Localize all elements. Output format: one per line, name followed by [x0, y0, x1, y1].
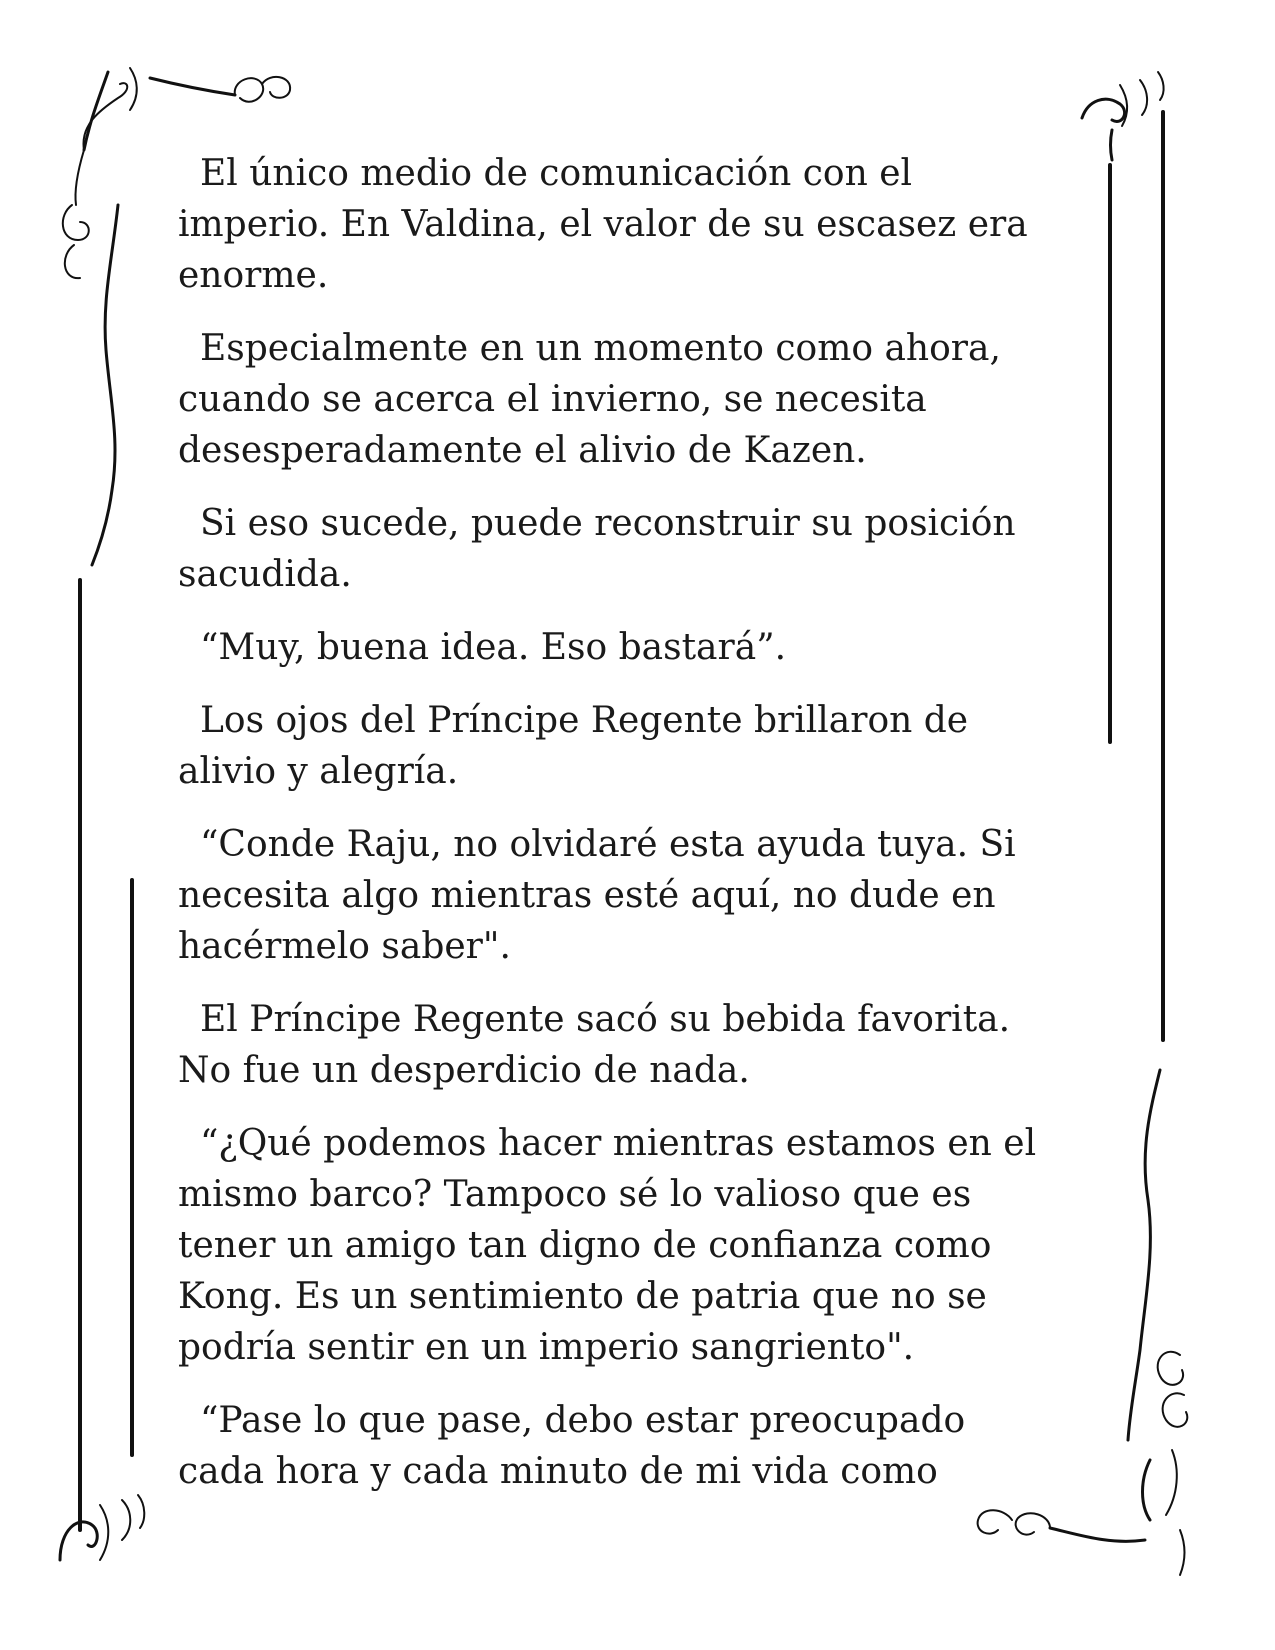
page-body [178, 148, 1078, 1519]
paragraph-6: “Conde Raju, no olvidaré esta ayuda tuya. Si necesita algo mientras esté aquí, no dude en hacérmelo saber". [178, 824, 1016, 967]
paragraph-7: El Príncipe Regente sacó su bebida favorita. No fue un desperdicio de nada. [178, 999, 1011, 1091]
paragraph-5: Los ojos del Príncipe Regente brillaron de alivio y alegría. [178, 700, 969, 792]
bottom-left-flourish [60, 1495, 144, 1560]
paragraph-4: “Muy, buena idea. Eso bastará”. [200, 627, 787, 668]
paragraph-1: El único medio de comunicación con el imperio. En Valdina, el valor de su escasez era enorme. [178, 153, 1028, 296]
paragraph-9: “Pase lo que pase, debo estar preocupado cada hora y cada minuto de mi vida como [178, 1400, 966, 1492]
paragraph-2: Especialmente en un momento como ahora, cuando se acerca el invierno, se necesita desesperadamente el alivio de Kazen. [178, 328, 1001, 471]
paragraph-3: Si eso sucede, puede reconstruir su posición sacudida. [178, 503, 1016, 595]
paragraph-8: “¿Qué podemos hacer mientras estamos en el mismo barco? Tampoco sé lo valioso que es tener un amigo tan digno de confianza como Kong. Es un sentimiento de patria que no se podría sentir en un imperio sangriento". [178, 1123, 1037, 1368]
top-right-flourish [1082, 72, 1164, 160]
